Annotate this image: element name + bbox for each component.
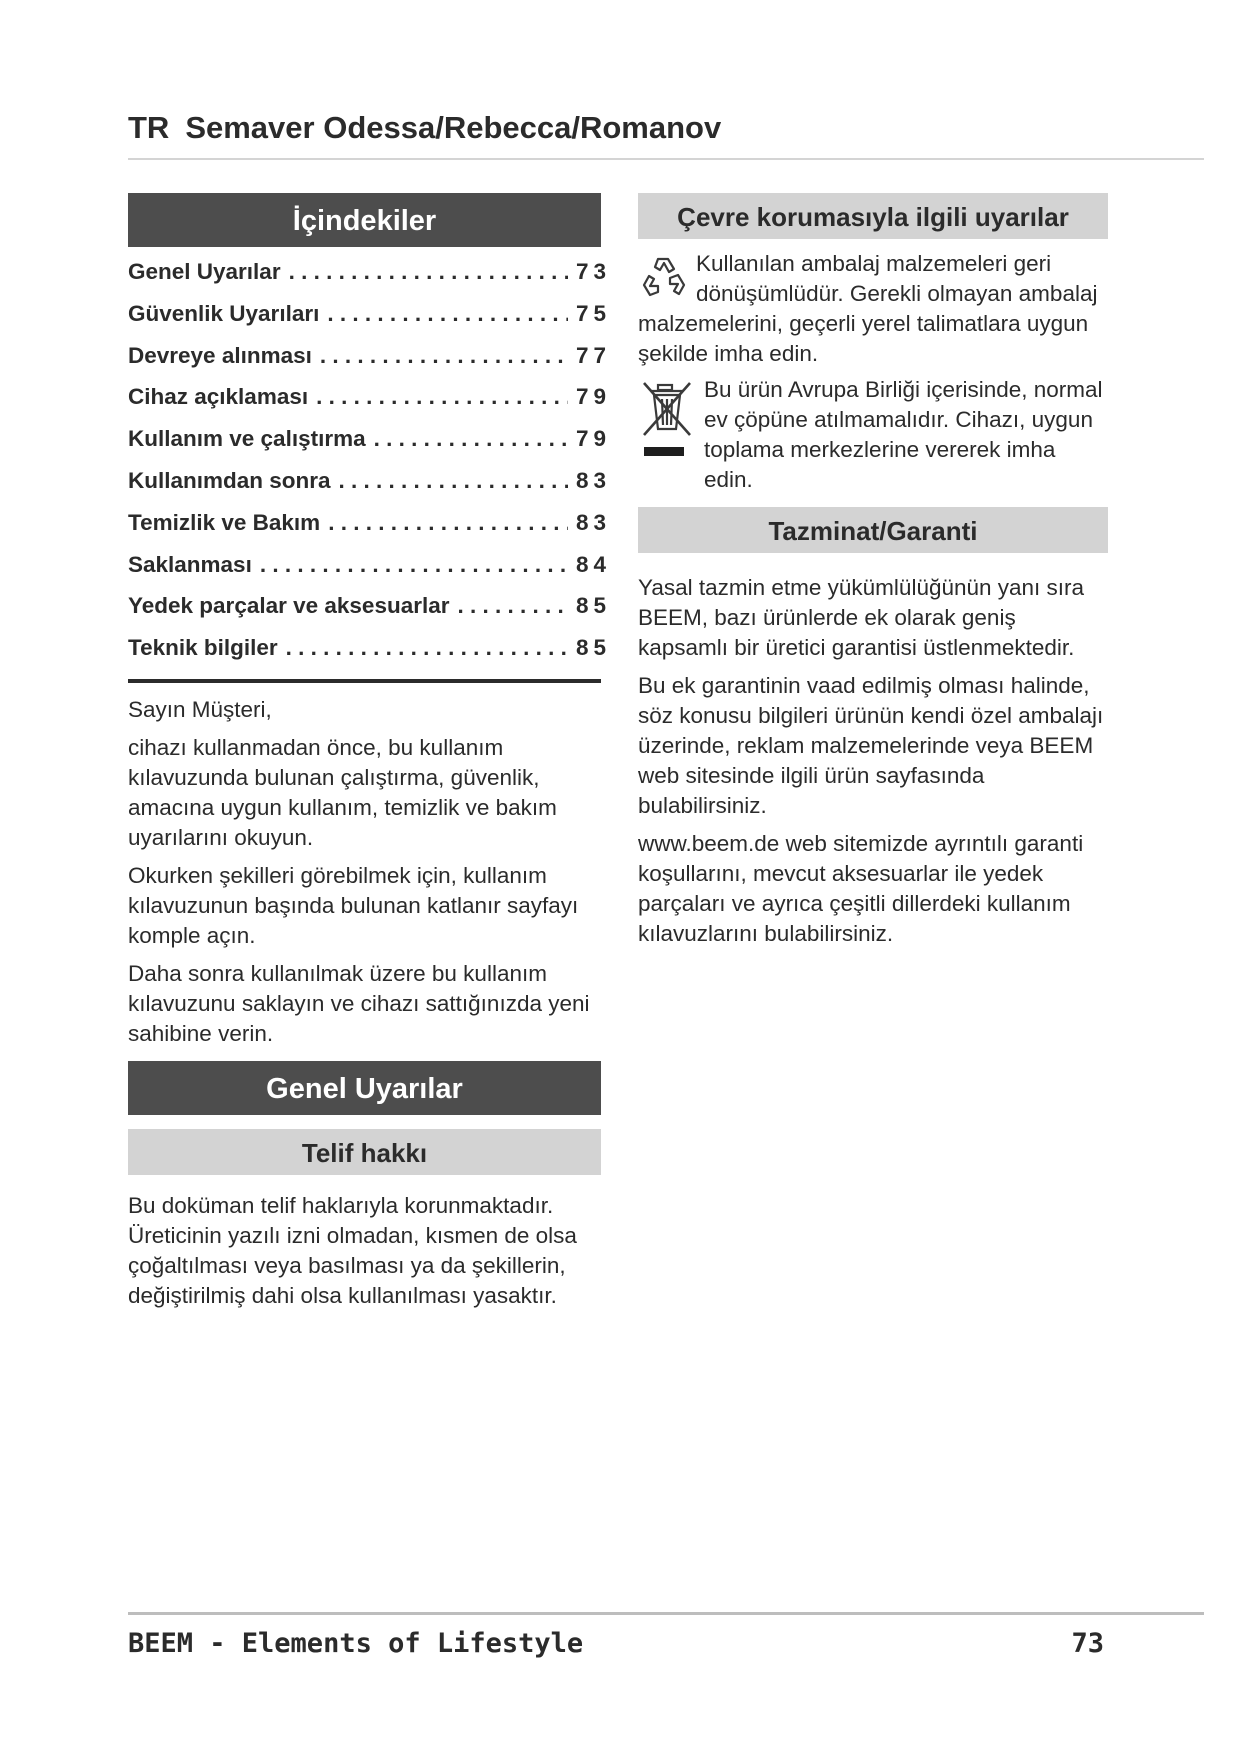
toc-item-page: 83 <box>575 509 611 535</box>
greeting: Sayın Müşteri, <box>128 696 272 722</box>
toc-item[interactable] <box>128 293 611 335</box>
toc-item-page: 85 <box>575 635 611 661</box>
recycle-notice <box>638 249 1108 369</box>
toc-item-label: Saklanması <box>128 551 252 577</box>
toc-item-label: Teknik bilgiler <box>128 635 278 661</box>
page-number: 73 <box>1071 1628 1104 1659</box>
toc-item[interactable] <box>128 585 611 627</box>
toc-item[interactable] <box>128 418 611 460</box>
toc-item[interactable] <box>128 502 611 544</box>
footer-brand: BEEM - Elements of Lifestyle <box>128 1628 584 1659</box>
environment-heading: Çevre korumasıyla ilgili uyarılar <box>638 193 1108 239</box>
right-column <box>638 193 1108 957</box>
intro-section <box>128 695 601 1049</box>
toc-item-page: 83 <box>575 467 611 493</box>
toc-item-page: 73 <box>575 259 611 284</box>
warranty-section <box>638 573 1108 949</box>
copyright-heading: Telif hakkı <box>128 1129 601 1175</box>
toc-heading: İçindekiler <box>128 193 601 247</box>
toc-leader-dots <box>260 544 568 586</box>
toc-item[interactable] <box>128 544 611 586</box>
toc-item-page: 79 <box>575 426 611 452</box>
toc-leader-dots <box>374 418 568 460</box>
table-of-contents <box>128 251 611 669</box>
warranty-paragraph: Yasal tazmin etme yükümlülüğünün yanı sıra BEEM, bazı ürünlerde ek olarak geniş kapsamlı bir üretici garantisi üstlenmektedir. <box>638 575 1085 660</box>
toc-leader-dots <box>339 460 568 502</box>
toc-item-label: Genel Uyarılar <box>128 259 281 284</box>
copyright-paragraph: Bu doküman telif haklarıyla korunmaktadır. Üreticinin yazılı izni olmadan, kısmen de olsa çoğaltılması veya basılması ya da şekillerin, değiştirilmiş dahi olsa kullanılması yasaktır. <box>128 1192 577 1308</box>
toc-item-label: Kullanım ve çalıştırma <box>128 426 366 452</box>
toc-item-label: Cihaz açıklaması <box>128 384 309 410</box>
copyright-text <box>128 1191 601 1311</box>
toc-item-page: 79 <box>575 384 611 410</box>
toc-item-label: Kullanımdan sonra <box>128 467 331 493</box>
toc-item-page: 84 <box>575 551 611 577</box>
footer-divider <box>128 1612 1204 1615</box>
recycle-text: Kullanılan ambalaj malzemeleri geri dönüşümlüdür. Gerekli olmayan ambalaj malzemelerini, geçerli yerel talimatlara uygun şekilde imha edin. <box>638 251 1098 366</box>
warranty-paragraph: www.beem.de web sitemizde ayrıntılı garanti koşullarını, mevcut aksesuarlar ile yedek parçaları ve ayrıca çeşitli dillerdeki kullanım kılavuzlarını bulabilirsiniz. <box>638 831 1084 946</box>
toc-item[interactable] <box>128 376 611 418</box>
toc-leader-dots <box>286 627 568 669</box>
toc-item-label: Yedek parçalar ve aksesuarlar <box>128 593 450 619</box>
toc-leader-dots <box>328 502 568 544</box>
toc-leader-dots <box>320 335 568 377</box>
toc-item[interactable] <box>128 460 611 502</box>
page-header <box>128 110 721 146</box>
crossed-bin-icon <box>638 377 698 467</box>
toc-item-label: Devreye alınması <box>128 342 312 368</box>
intro-paragraph: Daha sonra kullanılmak üzere bu kullanım kılavuzunu saklayın ve cihazı sattığınızda yeni sahibine verin. <box>128 960 590 1046</box>
intro-paragraph: cihazı kullanmadan önce, bu kullanım kılavuzunda bulunan çalıştırma, güvenlik, amacına uygun kullanım, temizlik ve bakım uyarılarını okuyun. <box>128 734 557 850</box>
toc-item-label: Temizlik ve Bakım <box>128 509 321 535</box>
language-code: TR <box>128 110 170 145</box>
toc-leader-dots <box>289 251 568 293</box>
page-title: Semaver Odessa/Rebecca/Romanov <box>185 110 722 145</box>
toc-item[interactable] <box>128 627 611 669</box>
toc-item-page: 77 <box>575 342 611 368</box>
toc-leader-dots <box>458 585 568 627</box>
general-warnings-heading: Genel Uyarılar <box>128 1061 601 1115</box>
toc-item-page: 75 <box>575 300 611 326</box>
weee-notice <box>638 375 1108 495</box>
toc-item-label: Güvenlik Uyarıları <box>128 300 320 326</box>
warranty-heading: Tazminat/Garanti <box>638 507 1108 553</box>
toc-item[interactable] <box>128 251 611 293</box>
toc-item-page: 85 <box>575 593 611 619</box>
header-divider <box>128 158 1204 160</box>
left-column <box>128 193 611 1319</box>
toc-leader-dots <box>316 376 568 418</box>
intro-paragraph: Okurken şekilleri görebilmek için, kullanım kılavuzunun başında bulunan katlanır sayfayı komple açın. <box>128 862 579 948</box>
weee-text: Bu ürün Avrupa Birliği içerisinde, normal ev çöpüne atılmamalıdır. Cihazı, uygun toplama merkezlerine vererek imha edin. <box>704 377 1103 492</box>
toc-leader-dots <box>327 293 568 335</box>
toc-item[interactable] <box>128 335 611 377</box>
warranty-paragraph: Bu ek garantinin vaad edilmiş olması halinde, söz konusu bilgileri ürünün kendi özel ambalajı üzerinde, reklam malzemelerinde veya BEEM web sitesinde ilgili ürün sayfasında bulabilirsiniz. <box>638 673 1104 818</box>
toc-divider <box>128 679 601 683</box>
recycle-icon <box>638 251 690 307</box>
